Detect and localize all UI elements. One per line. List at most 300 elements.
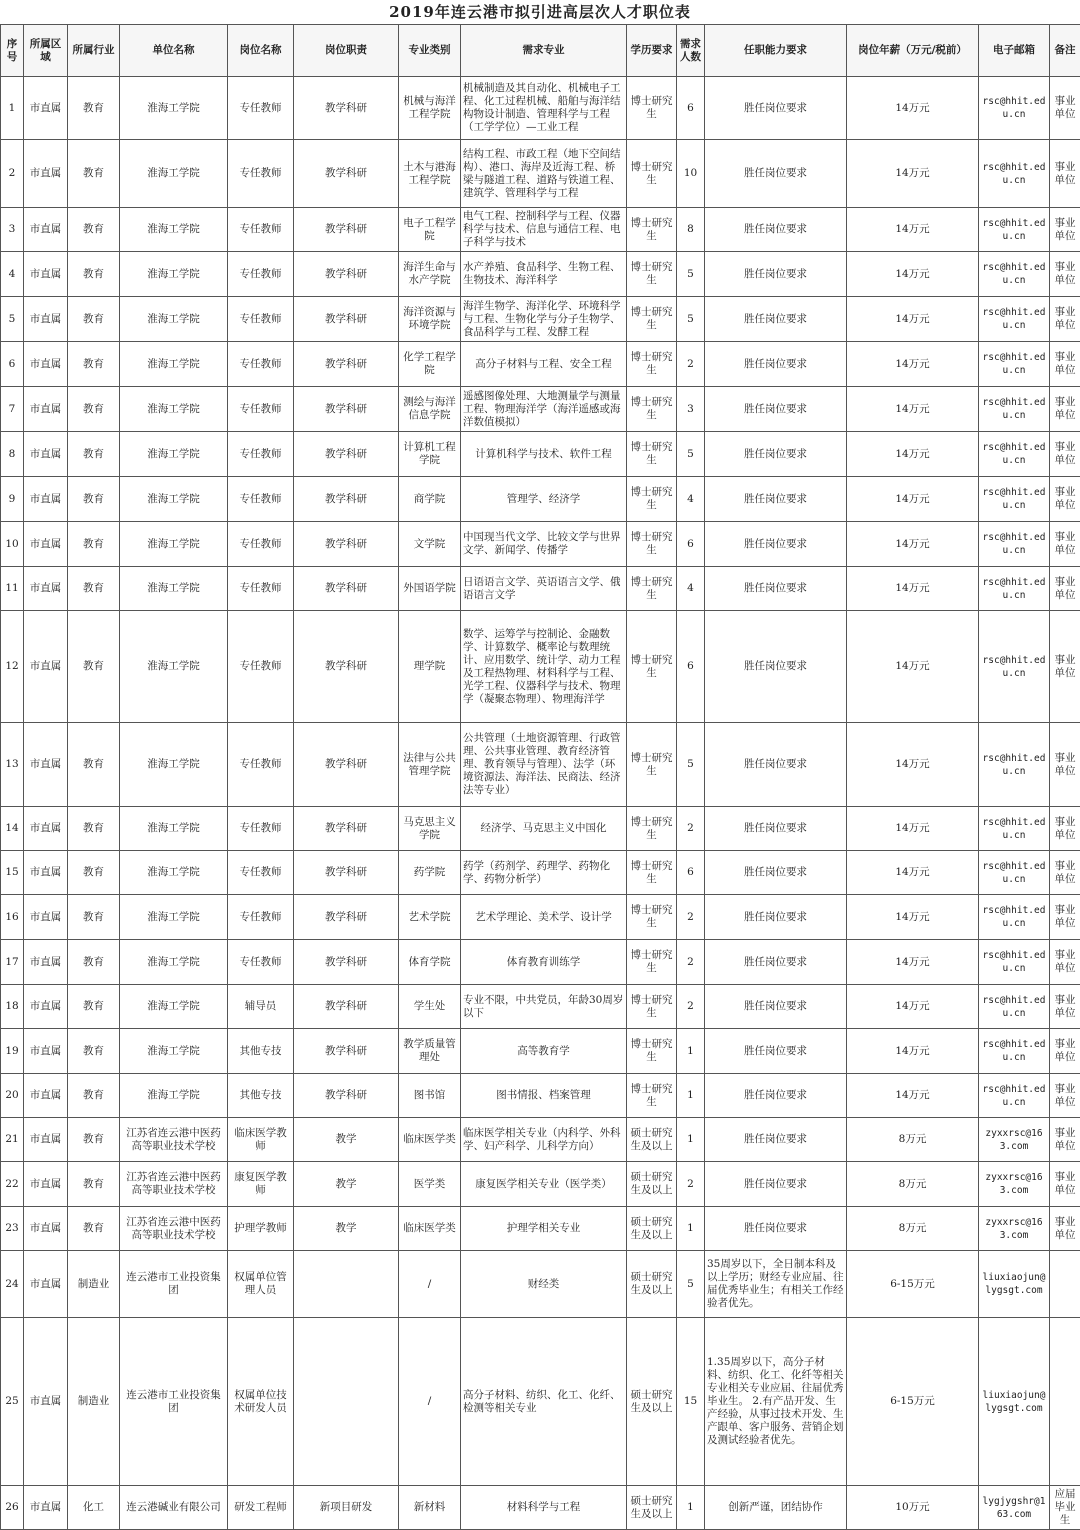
table-cell: / [399,1318,461,1486]
table-cell: 14万元 [847,387,979,432]
table-cell: 教学科研 [294,807,399,851]
table-cell: 教学科研 [294,1074,399,1118]
column-header: 岗位名称 [228,25,294,77]
table-cell: 博士研究生 [627,985,677,1029]
table-cell: 12 [1,611,24,723]
table-cell: 教育 [68,522,120,567]
table-cell: 临床医学相关专业（内科学、外科学、妇产科学、儿科学方向） [461,1118,627,1162]
table-cell: 14万元 [847,851,979,895]
table-cell: 海洋生命与水产学院 [399,252,461,297]
table-cell: 专业不限，中共党员，年龄30周岁以下 [461,985,627,1029]
table-cell: 康复医学相关专业（医学类） [461,1162,627,1207]
column-header: 任职能力要求 [705,25,847,77]
table-cell: 博士研究生 [627,895,677,940]
table-cell: rsc@hhit.edu.cn [979,140,1050,208]
table-cell: rsc@hhit.edu.cn [979,1029,1050,1074]
table-cell: 8 [1,432,24,477]
table-cell: 17 [1,940,24,985]
table-cell: 艺术学院 [399,895,461,940]
table-cell: 14万元 [847,342,979,387]
table-cell: 体育教育训练学 [461,940,627,985]
table-cell: 事业单位 [1050,477,1080,522]
table-cell: 财经类 [461,1251,627,1318]
table-cell: 教学科研 [294,432,399,477]
table-cell: rsc@hhit.edu.cn [979,477,1050,522]
table-cell: rsc@hhit.edu.cn [979,985,1050,1029]
table-cell: 测绘与海洋信息学院 [399,387,461,432]
table-row [1,1486,1080,1530]
table-cell: 水产养殖、食品科学、生物工程、生物技术、海洋科学 [461,252,627,297]
table-cell: 其他专技 [228,1029,294,1074]
table-cell: rsc@hhit.edu.cn [979,208,1050,252]
table-cell: 新材料 [399,1486,461,1530]
table-cell: 淮海工学院 [120,432,228,477]
table-cell: 市直属 [24,1162,68,1207]
table-cell: 4 [677,567,705,611]
table-cell: 事业单位 [1050,985,1080,1029]
table-cell: rsc@hhit.edu.cn [979,723,1050,807]
table-cell: 机械与海洋工程学院 [399,77,461,140]
table-cell: 事业单位 [1050,208,1080,252]
table-cell: 教育 [68,208,120,252]
table-cell: 4 [1,252,24,297]
table-cell: 胜任岗位要求 [705,851,847,895]
table-cell: 教学科研 [294,940,399,985]
table-row [1,567,1080,611]
table-cell: 市直属 [24,1207,68,1251]
table-cell: 胜任岗位要求 [705,1029,847,1074]
table-cell: 博士研究生 [627,297,677,342]
table-cell: 胜任岗位要求 [705,387,847,432]
table-cell: 教育 [68,1029,120,1074]
table-row [1,208,1080,252]
table-cell: 14万元 [847,522,979,567]
table-cell: 市直属 [24,477,68,522]
table-row [1,387,1080,432]
table-cell: 胜任岗位要求 [705,1207,847,1251]
table-cell: 教学科研 [294,611,399,723]
table-cell: 市直属 [24,387,68,432]
table-cell: 临床医学类 [399,1207,461,1251]
table-cell: 淮海工学院 [120,387,228,432]
table-cell: 连云港市工业投资集团 [120,1318,228,1486]
column-header: 需求专业 [461,25,627,77]
table-cell: 硕士研究生及以上 [627,1207,677,1251]
table-row [1,477,1080,522]
table-cell: 教学科研 [294,77,399,140]
table-cell: 教育 [68,567,120,611]
table-cell: 5 [677,723,705,807]
table-cell [294,1318,399,1486]
table-cell: rsc@hhit.edu.cn [979,342,1050,387]
table-cell: 胜任岗位要求 [705,895,847,940]
table-cell: 护理学教师 [228,1207,294,1251]
table-cell: 机械制造及其自动化、机械电子工程、化工过程机械、船舶与海洋结构物设计制造、管理科学与工程（工学学位）—工业工程 [461,77,627,140]
table-cell: lygjygshr@163.com [979,1486,1050,1530]
table-cell: 教育 [68,1207,120,1251]
positions-table [0,24,1080,1530]
table-cell: 6 [1,342,24,387]
table-cell: 淮海工学院 [120,851,228,895]
table-cell: 26 [1,1486,24,1530]
table-cell: liuxiaojun@lygsgt.com [979,1251,1050,1318]
table-cell: 市直属 [24,208,68,252]
table-cell: 博士研究生 [627,387,677,432]
table-cell: 事业单位 [1050,1074,1080,1118]
table-cell: 教学科研 [294,851,399,895]
table-cell: 胜任岗位要求 [705,477,847,522]
table-cell: 8万元 [847,1162,979,1207]
table-cell: 教学科研 [294,252,399,297]
table-cell: 教学 [294,1162,399,1207]
table-cell: 8 [677,208,705,252]
table-cell: 市直属 [24,985,68,1029]
table-cell: / [399,1251,461,1318]
table-cell: 淮海工学院 [120,297,228,342]
table-cell: 江苏省连云港中医药高等职业技术学校 [120,1162,228,1207]
table-cell: 教学 [294,1118,399,1162]
table-cell: 市直属 [24,567,68,611]
table-row [1,723,1080,807]
table-cell: 教学科研 [294,985,399,1029]
table-cell: 学生处 [399,985,461,1029]
table-cell: 教学科研 [294,297,399,342]
table-cell: 事业单位 [1050,1029,1080,1074]
table-cell: 淮海工学院 [120,985,228,1029]
table-cell: 专任教师 [228,807,294,851]
table-cell: 教学科研 [294,567,399,611]
table-cell: 15 [677,1318,705,1486]
table-cell: 博士研究生 [627,208,677,252]
table-cell: 教学科研 [294,208,399,252]
table-cell: 11 [1,567,24,611]
table-cell: 14万元 [847,723,979,807]
table-cell: 淮海工学院 [120,1029,228,1074]
table-cell: 1.35周岁以下，高分子材料、纺织、化工、化纤等相关专业相关专业应届、往届优秀毕业生。 2.有产品开发、生产经验，从事过技术开发、生产跟单、客户服务、营销企划及测试经验者优先。 [705,1318,847,1486]
table-cell: 14万元 [847,432,979,477]
table-cell: 14万元 [847,297,979,342]
table-cell: 事业单位 [1050,252,1080,297]
table-row [1,1318,1080,1486]
table-cell: 电气工程、控制科学与工程、仪器科学与技术、信息与通信工程、电子科学与技术 [461,208,627,252]
table-cell: 事业单位 [1050,567,1080,611]
table-cell: 25 [1,1318,24,1486]
table-cell: 体育学院 [399,940,461,985]
table-cell: 5 [1,297,24,342]
table-cell: 2 [677,985,705,1029]
table-cell: 图书馆 [399,1074,461,1118]
table-cell: 14万元 [847,252,979,297]
table-cell: 教育 [68,611,120,723]
table-cell: rsc@hhit.edu.cn [979,611,1050,723]
table-cell: 胜任岗位要求 [705,342,847,387]
table-cell: 经济学、马克思主义中国化 [461,807,627,851]
table-cell: 教育 [68,1118,120,1162]
table-cell: 专任教师 [228,140,294,208]
table-cell: 淮海工学院 [120,252,228,297]
table-cell: 专任教师 [228,297,294,342]
table-cell: 胜任岗位要求 [705,297,847,342]
table-cell: 胜任岗位要求 [705,77,847,140]
table-row [1,432,1080,477]
table-cell: 市直属 [24,895,68,940]
table-row [1,1074,1080,1118]
table-cell: 2 [677,807,705,851]
column-header: 电子邮箱 [979,25,1050,77]
table-cell: 硕士研究生及以上 [627,1251,677,1318]
column-header: 所属区域 [24,25,68,77]
table-cell: 14万元 [847,208,979,252]
table-cell [294,1251,399,1318]
table-cell: 7 [1,387,24,432]
table-cell: 创新严谨，团结协作 [705,1486,847,1530]
table-cell: rsc@hhit.edu.cn [979,807,1050,851]
table-cell: 计算机科学与技术、软件工程 [461,432,627,477]
table-cell: 教育 [68,895,120,940]
table-cell: 教学科研 [294,895,399,940]
table-cell: 淮海工学院 [120,807,228,851]
table-cell: 1 [677,1118,705,1162]
table-cell: 图书情报、档案管理 [461,1074,627,1118]
table-cell: 结构工程、市政工程（地下空间结构）、港口、海岸及近海工程、桥梁与隧道工程、道路与铁道工程、建筑学、管理科学与工程 [461,140,627,208]
column-header: 备注 [1050,25,1080,77]
table-cell: rsc@hhit.edu.cn [979,77,1050,140]
table-cell: 淮海工学院 [120,567,228,611]
table-cell: 连云港市工业投资集团 [120,1251,228,1318]
table-row [1,895,1080,940]
table-cell: 淮海工学院 [120,611,228,723]
table-cell: 教学科研 [294,342,399,387]
table-cell: 胜任岗位要求 [705,723,847,807]
table-cell: 18 [1,985,24,1029]
table-cell: 博士研究生 [627,342,677,387]
table-cell: 淮海工学院 [120,477,228,522]
table-cell: 高分子材料与工程、安全工程 [461,342,627,387]
table-cell: 硕士研究生及以上 [627,1486,677,1530]
table-cell: 江苏省连云港中医药高等职业技术学校 [120,1118,228,1162]
column-header: 学历要求 [627,25,677,77]
table-cell: 教学科研 [294,522,399,567]
table-cell: 事业单位 [1050,432,1080,477]
table-cell: zyxxrsc@163.com [979,1118,1050,1162]
table-cell: 5 [677,1251,705,1318]
table-cell: 应届毕业生 [1050,1486,1080,1530]
table-cell: 护理学相关专业 [461,1207,627,1251]
table-cell: 专任教师 [228,611,294,723]
table-cell: 市直属 [24,1118,68,1162]
table-cell: 新项目研发 [294,1486,399,1530]
table-cell: 教育 [68,985,120,1029]
table-cell: 14万元 [847,940,979,985]
table-cell: 1 [677,1207,705,1251]
table-cell [1050,1318,1080,1486]
table-cell: 教育 [68,387,120,432]
table-cell: 硕士研究生及以上 [627,1318,677,1486]
table-cell: 胜任岗位要求 [705,522,847,567]
table-cell: 14万元 [847,1074,979,1118]
table-cell: 市直属 [24,1318,68,1486]
table-cell: 胜任岗位要求 [705,940,847,985]
table-cell: 教育 [68,723,120,807]
table-cell: 教学科研 [294,477,399,522]
table-cell: 市直属 [24,1251,68,1318]
table-cell: 艺术学理论、美术学、设计学 [461,895,627,940]
table-cell: 16 [1,895,24,940]
table-cell: 教学科研 [294,1029,399,1074]
table-cell: 教育 [68,252,120,297]
table-cell: 管理学、经济学 [461,477,627,522]
page-title: 2019年连云港市拟引进高层次人才职位表 [0,0,1080,24]
table-cell: 事业单位 [1050,1118,1080,1162]
table-cell: 胜任岗位要求 [705,807,847,851]
table-cell: 市直属 [24,851,68,895]
table-cell: 21 [1,1118,24,1162]
table-cell: 法律与公共管理学院 [399,723,461,807]
table-cell: 20 [1,1074,24,1118]
table-cell: 35周岁以下，全日制本科及以上学历；财经专业应届、往届优秀毕业生；有相关工作经验者优先。 [705,1251,847,1318]
table-cell: 江苏省连云港中医药高等职业技术学校 [120,1207,228,1251]
table-cell: 14万元 [847,77,979,140]
table-cell: 博士研究生 [627,723,677,807]
table-cell: 23 [1,1207,24,1251]
table-cell: 专任教师 [228,940,294,985]
table-cell: 胜任岗位要求 [705,985,847,1029]
table-cell: 事业单位 [1050,297,1080,342]
table-cell: 市直属 [24,1074,68,1118]
table-cell: 8万元 [847,1207,979,1251]
table-cell: rsc@hhit.edu.cn [979,567,1050,611]
table-cell: 14万元 [847,567,979,611]
column-header: 专业类别 [399,25,461,77]
table-cell: 淮海工学院 [120,895,228,940]
table-cell: 药学院 [399,851,461,895]
table-cell: 1 [677,1029,705,1074]
table-cell: 其他专技 [228,1074,294,1118]
table-cell: 教学质量管理处 [399,1029,461,1074]
table-cell: 教育 [68,342,120,387]
table-cell: 6 [677,851,705,895]
table-row [1,1029,1080,1074]
table-cell: 淮海工学院 [120,723,228,807]
table-cell: 14万元 [847,807,979,851]
table-cell: 文学院 [399,522,461,567]
table-cell: 海洋生物学、海洋化学、环境科学与工程、生物化学与分子生物学、食品科学与工程、发酵工程 [461,297,627,342]
table-cell: 专任教师 [228,208,294,252]
table-cell: 制造业 [68,1318,120,1486]
table-cell: 事业单位 [1050,1162,1080,1207]
table-cell: 事业单位 [1050,723,1080,807]
table-cell: 博士研究生 [627,940,677,985]
table-cell: 海洋资源与环境学院 [399,297,461,342]
table-cell: 教育 [68,807,120,851]
table-cell: 数学、运筹学与控制论、金融数学、计算数学、概率论与数理统计、应用数学、统计学、动力工程及工程热物理、材料科学与工程、光学工程、仪器科学与技术、物理学（凝聚态物理）、物理海洋学 [461,611,627,723]
table-cell: 事业单位 [1050,387,1080,432]
table-cell: 临床医学教师 [228,1118,294,1162]
table-cell: 博士研究生 [627,567,677,611]
table-cell: 胜任岗位要求 [705,208,847,252]
table-cell: rsc@hhit.edu.cn [979,1074,1050,1118]
table-cell: 外国语学院 [399,567,461,611]
table-cell: rsc@hhit.edu.cn [979,895,1050,940]
table-cell: 高等教育学 [461,1029,627,1074]
table-row [1,1207,1080,1251]
column-header: 所属行业 [68,25,120,77]
table-cell: 4 [677,477,705,522]
table-cell: 博士研究生 [627,140,677,208]
table-cell: 博士研究生 [627,851,677,895]
table-cell: 教育 [68,432,120,477]
table-cell: 3 [1,208,24,252]
table-cell: 理学院 [399,611,461,723]
table-cell: 教学 [294,1207,399,1251]
table-cell: 胜任岗位要求 [705,140,847,208]
table-cell: 事业单位 [1050,807,1080,851]
table-cell: 教育 [68,1162,120,1207]
table-cell: 淮海工学院 [120,940,228,985]
table-cell: 10 [677,140,705,208]
table-cell: 高分子材料、纺织、化工、化纤、检测等相关专业 [461,1318,627,1486]
table-cell: 事业单位 [1050,940,1080,985]
table-cell: 专任教师 [228,851,294,895]
table-row [1,1118,1080,1162]
table-cell: 胜任岗位要求 [705,432,847,477]
table-cell: 1 [677,1486,705,1530]
table-cell: 14万元 [847,895,979,940]
table-cell: 2 [1,140,24,208]
table-cell: 事业单位 [1050,140,1080,208]
table-cell: 8万元 [847,1118,979,1162]
table-cell: 5 [677,297,705,342]
table-cell: 胜任岗位要求 [705,611,847,723]
table-cell: rsc@hhit.edu.cn [979,432,1050,477]
table-row [1,611,1080,723]
table-cell: 淮海工学院 [120,342,228,387]
column-header: 单位名称 [120,25,228,77]
table-cell: 胜任岗位要求 [705,567,847,611]
table-cell: 市直属 [24,940,68,985]
column-header: 需求人数 [677,25,705,77]
table-row [1,807,1080,851]
table-cell: rsc@hhit.edu.cn [979,252,1050,297]
table-cell: 市直属 [24,522,68,567]
table-cell: 14万元 [847,611,979,723]
table-cell: 辅导员 [228,985,294,1029]
table-cell: 博士研究生 [627,77,677,140]
table-cell: 胜任岗位要求 [705,1162,847,1207]
table-cell: 博士研究生 [627,611,677,723]
table-header-row [1,25,1080,77]
table-cell: 教学科研 [294,140,399,208]
table-cell: 淮海工学院 [120,1074,228,1118]
table-cell: 22 [1,1162,24,1207]
table-cell: 10万元 [847,1486,979,1530]
table-cell: 市直属 [24,1029,68,1074]
table-cell: 硕士研究生及以上 [627,1118,677,1162]
column-header: 岗位职责 [294,25,399,77]
table-row [1,297,1080,342]
table-cell: 6 [677,77,705,140]
table-cell: 淮海工学院 [120,140,228,208]
table-cell: 教育 [68,1074,120,1118]
table-row [1,1251,1080,1318]
table-cell: 市直属 [24,77,68,140]
table-cell: 博士研究生 [627,477,677,522]
table-cell: 教育 [68,851,120,895]
table-row [1,252,1080,297]
table-cell: 中国现当代文学、比较文学与世界文学、新闻学、传播学 [461,522,627,567]
table-cell: 博士研究生 [627,1029,677,1074]
table-cell: 药学（药剂学、药理学、药物化学、药物分析学） [461,851,627,895]
